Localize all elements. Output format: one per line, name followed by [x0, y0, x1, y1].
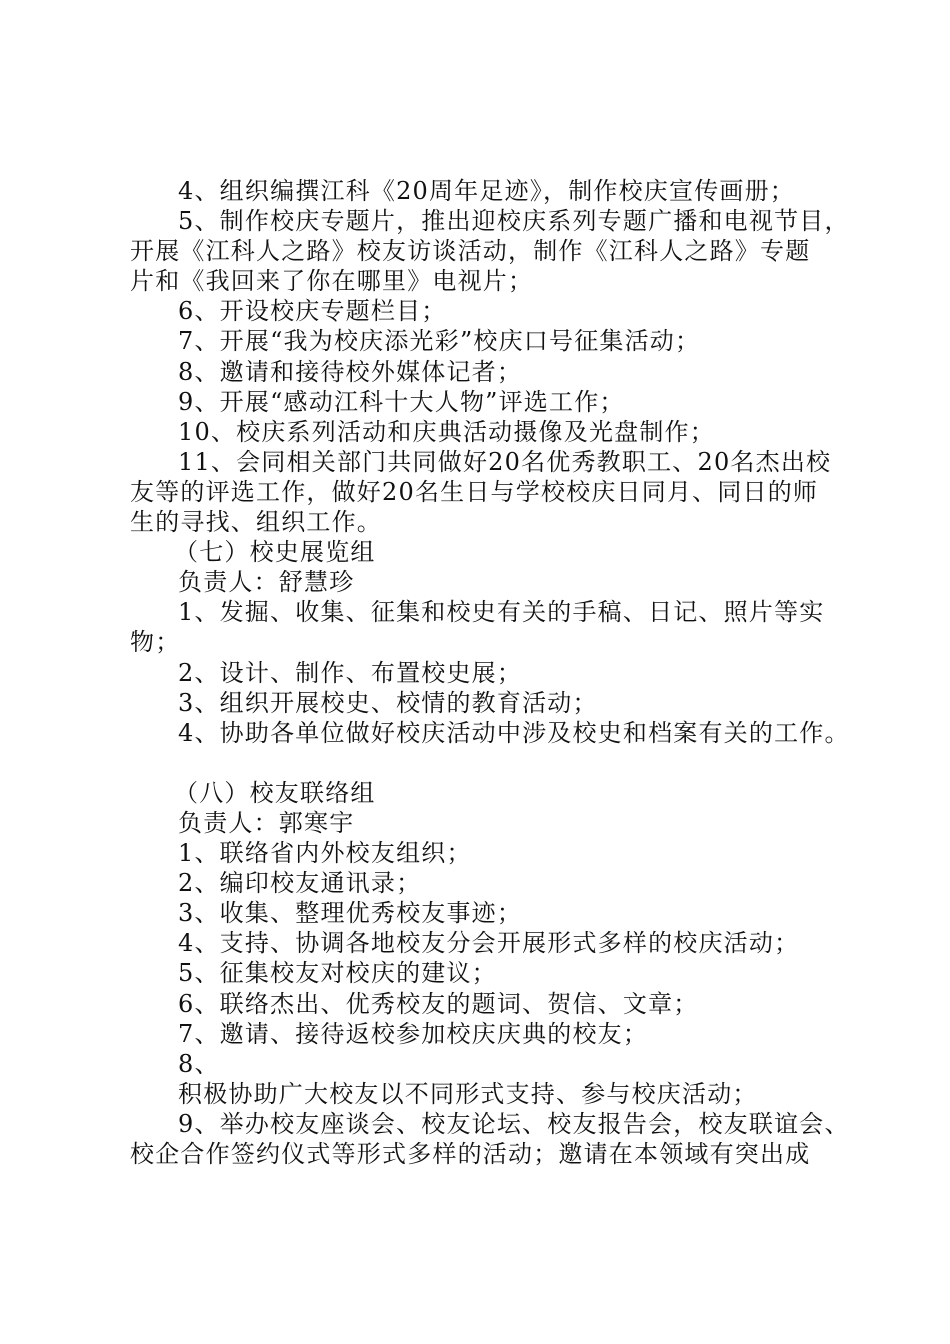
- paragraph-line: 3、组织开展校史、校情的教育活动；: [178, 688, 598, 717]
- paragraph-line: 8、: [178, 1049, 220, 1078]
- paragraph-line: 7、开展“我为校庆添光彩”校庆口号征集活动；: [178, 327, 701, 356]
- paragraph-line: 1、联络省内外校友组织；: [178, 839, 472, 868]
- document-body: [130, 176, 850, 1169]
- paragraph-line: 6、联络杰出、优秀校友的题词、贺信、文章；: [178, 989, 699, 1018]
- paragraph-line: 积极协助广大校友以不同形式支持、参与校庆活动；: [178, 1079, 758, 1108]
- paragraph-line: 友等的评选工作，做好20名生日与学校校庆日同月、同日的师: [130, 477, 819, 506]
- paragraph-line: 1、发掘、收集、征集和校史有关的手稿、日记、照片等实: [178, 598, 825, 627]
- paragraph-line: 4、组织编撰江科《20周年足迹》，制作校庆宣传画册；: [178, 177, 796, 205]
- paragraph-line: 4、支持、协调各地校友分会开展形式多样的校庆活动；: [178, 929, 800, 958]
- paragraph-line: 4、协助各单位做好校庆活动中涉及校史和档案有关的工作。: [178, 718, 850, 747]
- paragraph-line: 10、校庆系列活动和庆典活动摄像及光盘制作；: [178, 417, 715, 446]
- paragraph-line: 3、收集、整理优秀校友事迹；: [178, 899, 523, 928]
- paragraph-line: 6、开设校庆专题栏目；: [178, 297, 447, 326]
- paragraph-line: 8、邀请和接待校外媒体记者；: [178, 357, 523, 386]
- paragraph-line: 11、会同相关部门共同做好20名优秀教职工、20名杰出校: [178, 447, 832, 476]
- paragraph-line: 开展《江科人之路》校友访谈活动，制作《江科人之路》专题: [130, 237, 811, 266]
- paragraph-line: 5、制作校庆专题片，推出迎校庆系列专题广播和电视节目，: [178, 207, 850, 236]
- paragraph-line: 片和《我回来了你在哪里》电视片；: [130, 267, 534, 296]
- blank-line: [130, 748, 850, 778]
- paragraph-line: 7、邀请、接待返校参加校庆庆典的校友；: [178, 1019, 649, 1048]
- section-heading: （七）校史展览组: [174, 538, 376, 567]
- responsible-person: 负责人：郭寒宇: [178, 808, 355, 837]
- paragraph-line: 生的寻找、组织工作。: [130, 508, 382, 537]
- paragraph-line: 2、编印校友通讯录；: [178, 869, 422, 898]
- paragraph-line: 9、举办校友座谈会、校友论坛、校友报告会，校友联谊会、: [178, 1109, 850, 1138]
- paragraph-line: 2、设计、制作、布置校史展；: [178, 658, 523, 687]
- paragraph-line: 9、开展“感动江科十大人物”评选工作；: [178, 387, 625, 416]
- paragraph-line: 校企合作签约仪式等形式多样的活动；邀请在本领域有突出成: [130, 1140, 811, 1168]
- responsible-person: 负责人：舒慧珍: [178, 568, 355, 597]
- paragraph-line: 物；: [130, 628, 181, 657]
- section-heading: （八）校友联络组: [174, 778, 376, 807]
- paragraph-line: 5、征集校友对校庆的建议；: [178, 959, 497, 988]
